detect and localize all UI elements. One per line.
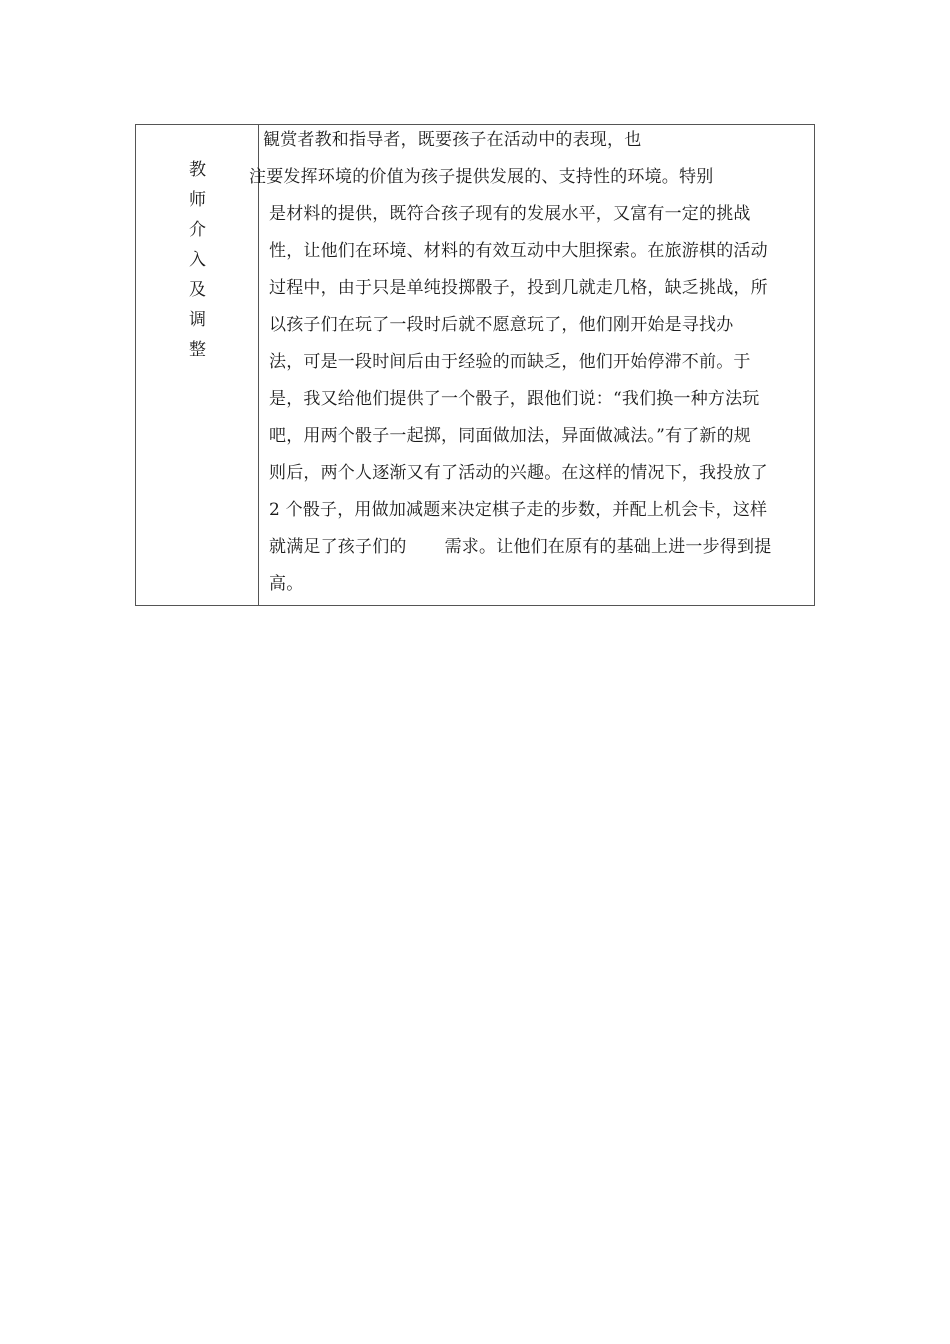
label-char: 教: [189, 160, 206, 180]
label-char: 调: [189, 310, 206, 330]
text-line-with-gap: [269, 532, 771, 557]
label-char: 介: [189, 220, 206, 240]
label-char: 师: [189, 190, 206, 210]
label-char: 及: [189, 280, 206, 300]
text-line: 以孩子们在玩了一段时后就不愿意玩了，他们刚开始是寻找办: [269, 315, 734, 335]
label-char: 入: [189, 250, 206, 270]
text-line-head: 就满足了孩子们的: [269, 537, 407, 557]
content-table: [135, 124, 815, 606]
content-cell: [249, 125, 814, 605]
text-line: 吧，用两个骰子一起掷，同面做加法，异面做减法。”有了新的规: [269, 426, 751, 446]
text-line-tail: 需求。让他们在原有的基础上进一步得到提: [444, 537, 772, 557]
text-line: 过程中，由于只是单纯投掷骰子，投到几就走几格，缺乏挑战，所: [269, 278, 768, 298]
row-label-cell: [136, 125, 259, 605]
text-line: 是材料的提供，既符合孩子现有的发展水平，又富有一定的挑战: [269, 204, 751, 224]
label-char: 整: [189, 340, 206, 360]
row-label: [136, 155, 259, 365]
text-line: 観赏者教和指导者，既要孩子在活动中的表现，也: [263, 130, 642, 150]
text-line: 注要发挥环境的价值为孩子提供发展的、支持性的环境。特别: [249, 167, 714, 187]
text-line: 高。: [269, 574, 304, 594]
text-line: 则后，两个人逐渐又有了活动的兴趣。在这样的情况下，我投放了: [269, 463, 768, 483]
text-line: 2 个骰子，用做加减题来决定棋子走的步数，并配上机会卡，这样: [269, 500, 768, 520]
text-line: 是，我又给他们提供了一个骰子，跟他们说：“我们换一种方法玩: [269, 389, 760, 409]
text-line: 法，可是一段时间后由于经验的而缺乏，他们开始停滞不前。于: [269, 352, 751, 372]
text-line: 性，让他们在环境、材料的有效互动中大胆探索。在旅游棋的活动: [269, 241, 768, 261]
